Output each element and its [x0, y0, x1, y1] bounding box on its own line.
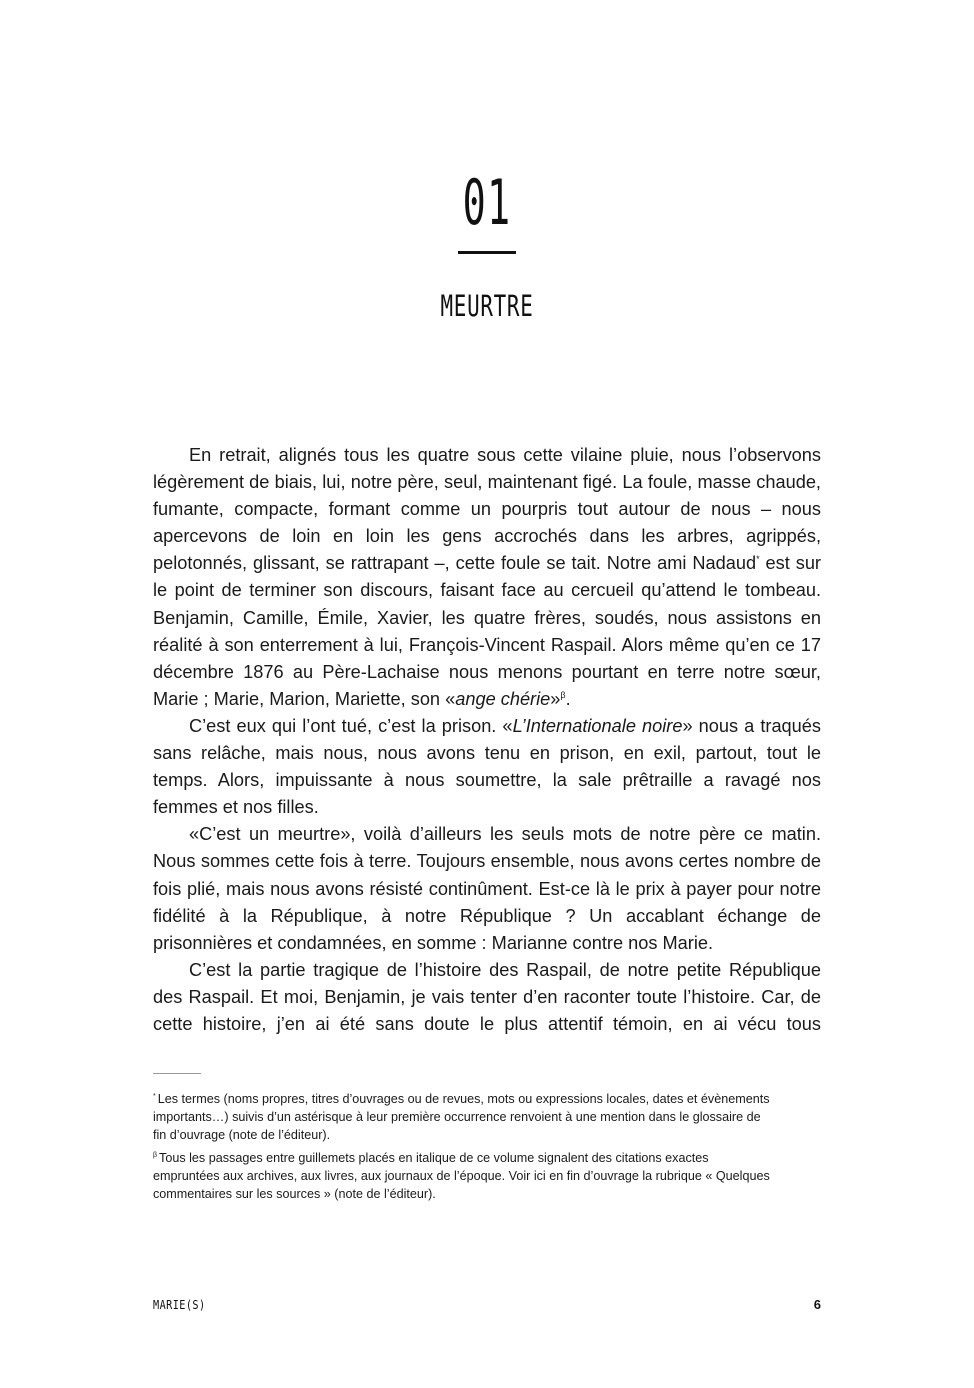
footnote-reference: * — [756, 554, 760, 565]
text-segment: C’est eux qui l’ont tué, c’est la prison. « — [189, 715, 513, 736]
footnote — [153, 1090, 773, 1145]
chapter-title: MEURTRE — [440, 289, 534, 323]
text-segment: En retrait, alignés tous les quatre sous cette vilaine pluie, nous l’observons légèrement de biais, lui, notre père, seul, maintenant figé. La foule, masse chaude, fumante, compacte, formant comme un pourpris tout autour de nous – nous apercevons de loin en loin les gens accrochés dans les arbres, agrippés, pelotonnés, glissant, se rattrapant –, cette foule se tait. Notre ami Nadaud — [153, 445, 821, 574]
running-title: MARIE(S) — [153, 1298, 206, 1312]
footnote-divider — [153, 1073, 201, 1074]
text-segment: » nous a traqués sans relâche, mais nous, nous avons tenu en prison, en exil, partout, tout le temps. Alors, impuissante à nous soumettre, la sale prêtraille a ravagé nos femmes et nos filles. — [153, 715, 821, 818]
text-segment: . — [565, 688, 571, 709]
chapter-divider — [458, 251, 516, 254]
page-number: 6 — [813, 1297, 821, 1312]
paragraph — [153, 957, 821, 1038]
footnote-text: Tous les passages entre guillemets placés en italique de ce volume signalent des citations exactes empruntées aux archives, aux livres, aux journaux de l’époque. Voir ici en fin d’ouvrage la rubrique « Quelques commentaires sur les sources » (note de l’éditeur). — [153, 1150, 770, 1202]
chapter-number: 01 — [462, 166, 512, 239]
text-segment: C’est la partie tragique de l’histoire des Raspail, de notre petite République des Raspail. Et moi, Benjamin, je vais tenter d’en raconter toute l’histoire. Car, de cette histoire, j’en ai été sans doute le plus attentif témoin, en ai vécu tous — [153, 959, 821, 1034]
footnote-mark: β — [153, 1151, 158, 1159]
paragraph — [153, 821, 821, 956]
italic-quote: ange chérie — [455, 688, 551, 709]
text-segment: «C’est un meurtre», voilà d’ailleurs les seuls mots de notre père ce matin. Nous sommes cette fois à terre. Toujours ensemble, nous avons certes nombre de fois plié, mais nous avons résisté continûment. Est-ce là le prix à payer pour notre fidélité à la République, à notre République ? Un accablant échange de prisonnières et condamnées, en somme : Marianne contre nos Marie. — [153, 824, 821, 953]
footnote — [153, 1149, 773, 1204]
paragraph — [153, 713, 821, 821]
footnote-reference: β — [560, 689, 566, 700]
footnotes — [153, 1090, 773, 1207]
footnote-mark: * — [153, 1093, 156, 1100]
italic-quote: L’Internationale noire — [512, 715, 683, 736]
text-segment: est sur le point de terminer son discours, faisant face au cercueil qu’attend le tombeau. Benjamin, Camille, Émile, Xavier, les quatre frères, soudés, nous assistons en réalité à son enterrement à lui, François-Vincent Raspail. Alors même qu’en ce 17 décembre 1876 au Père-Lachaise nous menons pourtant en terre notre sœur, Marie ; Marie, Marion, Mariette, son « — [153, 553, 821, 709]
body-text — [153, 442, 821, 1038]
text-segment: » — [550, 688, 561, 709]
footnote-text: Les termes (noms propres, titres d’ouvrages ou de revues, mots ou expressions locales, dates et évènements importants…) suivis d’un astérisque à leur première occurrence renvoient à une mention dans le glossaire de fin d’ouvrage (note de l’éditeur). — [153, 1092, 770, 1143]
paragraph — [153, 442, 821, 713]
